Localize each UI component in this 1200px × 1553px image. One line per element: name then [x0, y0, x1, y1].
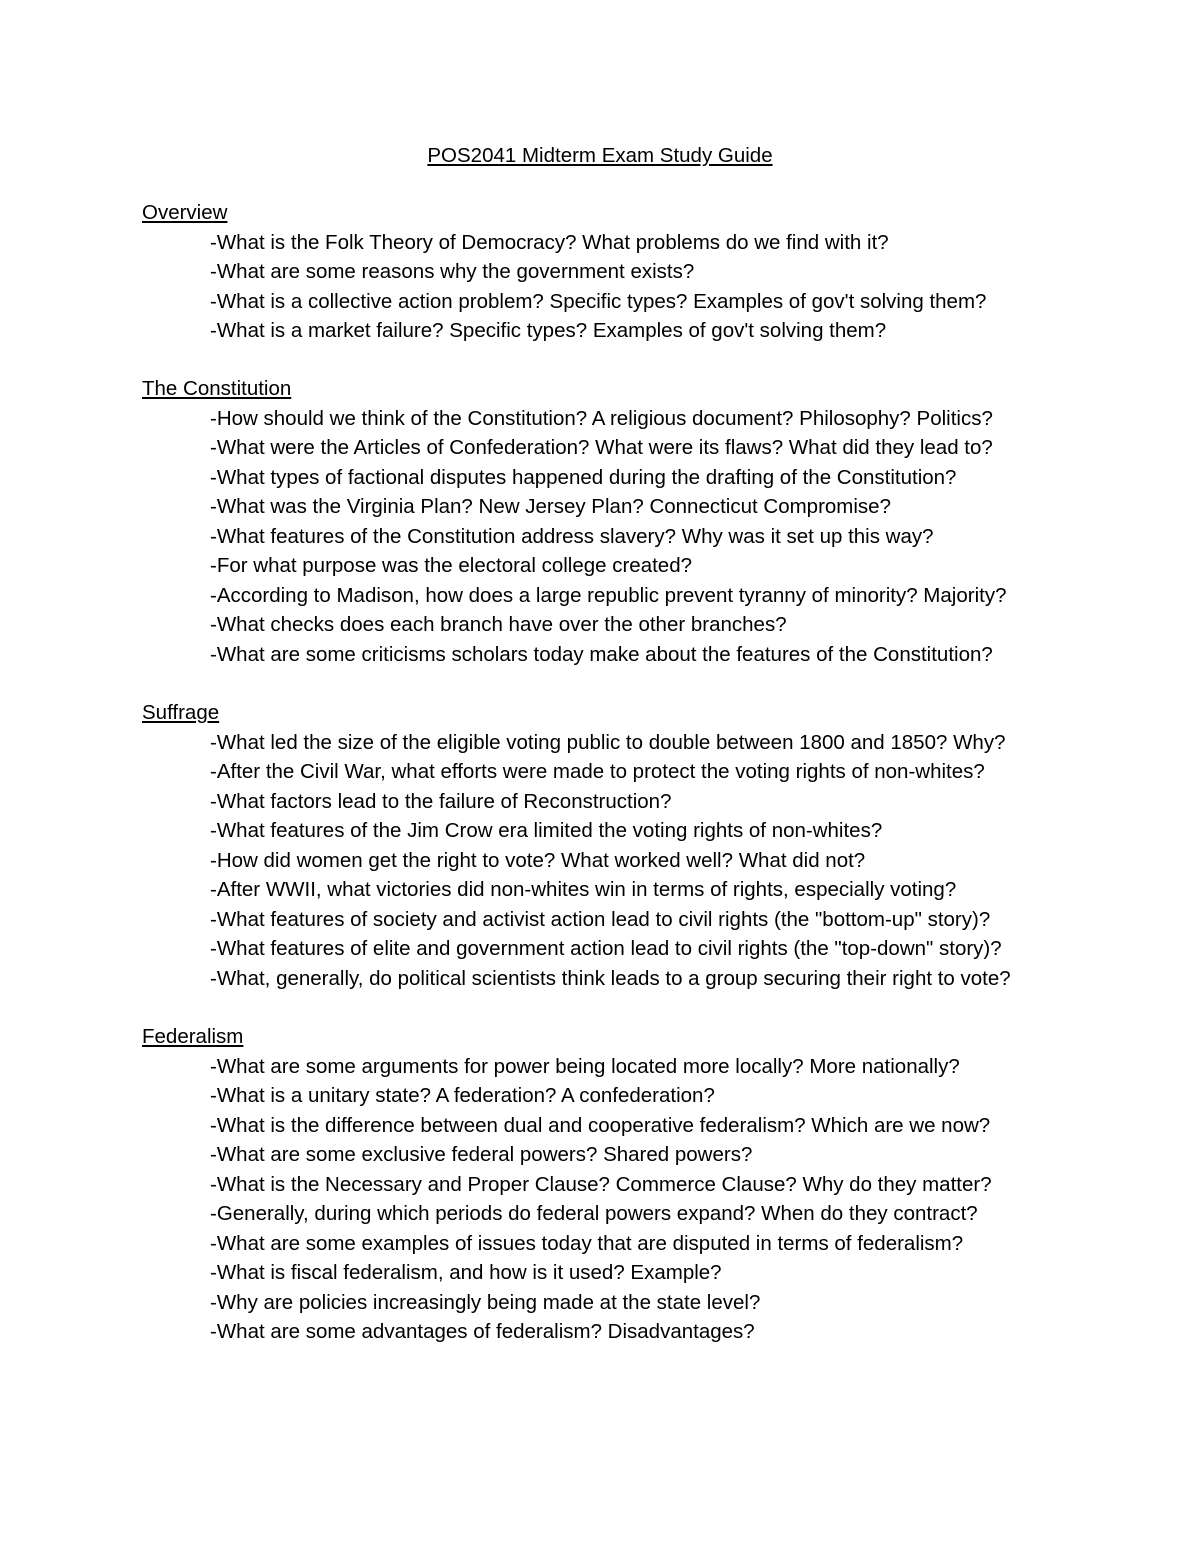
- question-item: -After WWII, what victories did non-whites win in terms of rights, especially voting?: [210, 878, 957, 901]
- section-heading: Federalism: [142, 1025, 244, 1048]
- question-list: [142, 1052, 1142, 1347]
- question-item: -What types of factional disputes happened during the drafting of the Constitution?: [210, 465, 957, 489]
- question-item: -What is a collective action problem? Specific types? Examples of gov't solving them?: [210, 289, 987, 313]
- question-item: -What is the Folk Theory of Democracy? What problems do we find with it?: [210, 230, 889, 254]
- question-item: -What are some exclusive federal powers? Shared powers?: [210, 1143, 753, 1166]
- section-heading: The Constitution: [142, 377, 292, 400]
- question-item: -What are some criticisms scholars today make about the features of the Constitution?: [210, 642, 993, 666]
- question-item: -How did women get the right to vote? What worked well? What did not?: [210, 848, 866, 872]
- question-list: [142, 228, 1142, 346]
- question-item: -What checks does each branch have over the other branches?: [210, 613, 787, 636]
- question-item: -What are some reasons why the government exists?: [210, 260, 695, 283]
- question-item: -How should we think of the Constitution? A religious document? Philosophy? Politics?: [210, 406, 993, 430]
- question-item: -What features of society and activist action lead to civil rights (the "bottom-up" story)?: [210, 907, 991, 931]
- section-overview: [142, 198, 1142, 346]
- question-item: -What is the difference between dual and cooperative federalism? Which are we now?: [210, 1113, 991, 1137]
- question-item: -What were the Articles of Confederation? What were its flaws? What did they lead to?: [210, 436, 993, 459]
- question-item: -What are some examples of issues today that are disputed in terms of federalism?: [210, 1231, 964, 1255]
- question-item: -After the Civil War, what efforts were made to protect the voting rights of non-whites?: [210, 760, 985, 783]
- question-item: -What, generally, do political scientists think leads to a group securing their right to vote?: [210, 966, 1011, 990]
- question-item: -What features of the Constitution address slavery? Why was it set up this way?: [210, 524, 934, 548]
- question-item: -Generally, during which periods do federal powers expand? When do they contract?: [210, 1202, 978, 1225]
- question-item: -What is the Necessary and Proper Clause? Commerce Clause? Why do they matter?: [210, 1172, 992, 1196]
- section-suffrage: [142, 698, 1142, 993]
- question-item: -What features of the Jim Crow era limited the voting rights of non-whites?: [210, 819, 883, 842]
- question-list: [142, 404, 1142, 670]
- question-item: -What features of elite and government action lead to civil rights (the "top-down" story)?: [210, 937, 1002, 960]
- section-heading: Suffrage: [142, 701, 220, 724]
- question-item: -What was the Virginia Plan? New Jersey Plan? Connecticut Compromise?: [210, 495, 891, 518]
- question-item: -What factors lead to the failure of Reconstruction?: [210, 789, 672, 813]
- question-item: -Why are policies increasingly being made at the state level?: [210, 1290, 761, 1314]
- section-federalism: [142, 1022, 1142, 1347]
- question-item: -According to Madison, how does a large republic prevent tyranny of minority? Majority?: [210, 583, 1007, 607]
- document-title: POS2041 Midterm Exam Study Guide: [427, 144, 773, 167]
- question-item: -For what purpose was the electoral college created?: [210, 554, 693, 577]
- question-item: -What led the size of the eligible voting public to double between 1800 and 1850? Why?: [210, 730, 1006, 754]
- question-item: -What is fiscal federalism, and how is it used? Example?: [210, 1261, 722, 1284]
- section-heading: Overview: [142, 201, 228, 224]
- section-constitution: [142, 374, 1142, 669]
- question-list: [142, 728, 1142, 994]
- question-item: -What is a unitary state? A federation? A confederation?: [210, 1084, 715, 1107]
- question-item: -What are some arguments for power being located more locally? More nationally?: [210, 1054, 960, 1078]
- question-item: -What is a market failure? Specific types? Examples of gov't solving them?: [210, 319, 887, 342]
- question-item: -What are some advantages of federalism? Disadvantages?: [210, 1320, 755, 1343]
